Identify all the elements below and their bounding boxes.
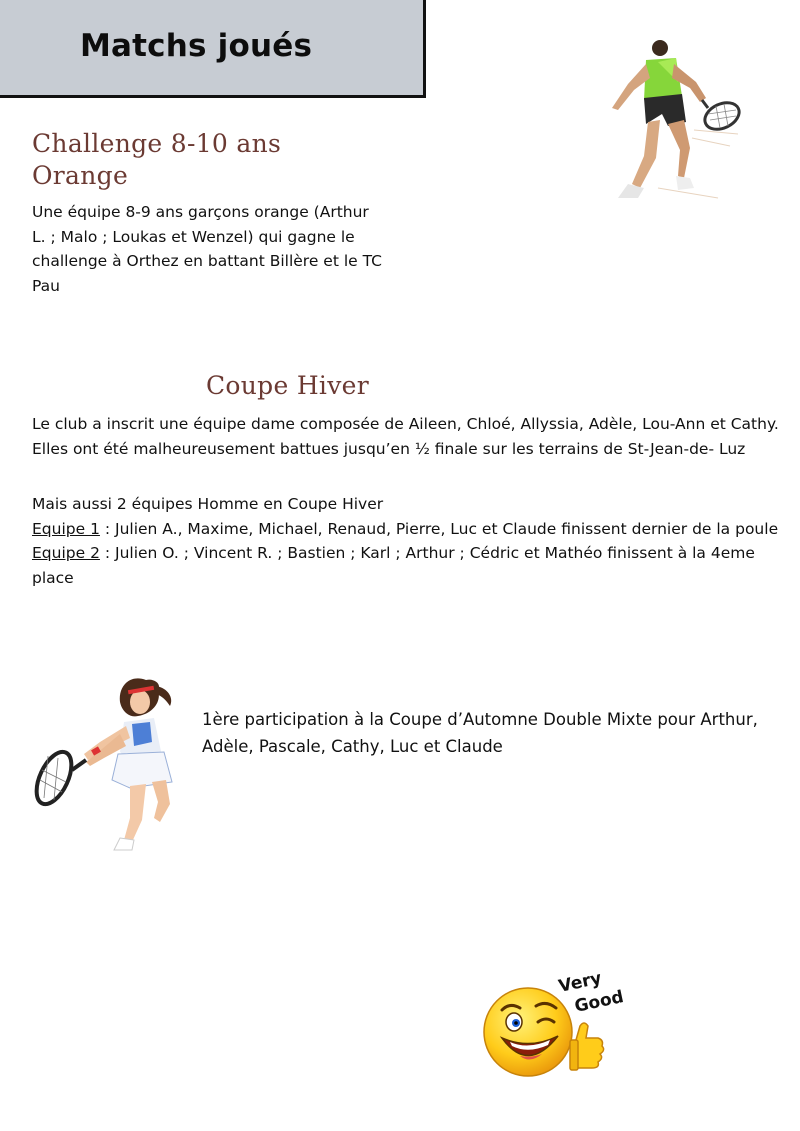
hommes-intro: Mais aussi 2 équipes Homme en Coupe Hiver [32, 495, 384, 513]
equipe1-label: Equipe 1 [32, 519, 100, 538]
page-title: Matchs joués [80, 28, 313, 64]
coupe-hiver-heading: Coupe Hiver [206, 371, 369, 400]
coupe-hiver-hommes-block [32, 492, 792, 590]
equipe2-text: : Julien O. ; Vincent R. ; Bastien ; Karl ; Arthur ; Cédric et Mathéo finissent à la 4eme place [32, 544, 755, 587]
tennis-player-female-icon [34, 672, 189, 852]
title-banner [0, 0, 426, 98]
sticker-good: Good [572, 987, 626, 1017]
equipe1-line [32, 517, 792, 542]
challenge-heading: Challenge 8-10 ans Orange [32, 129, 282, 190]
equipe1-text: : Julien A., Maxime, Michael, Renaud, Pierre, Luc et Claude finissent dernier de la poule [99, 519, 779, 538]
equipe2-label: Equipe 2 [32, 544, 100, 562]
sticker-very: Very [556, 968, 604, 997]
coupe-hiver-dames-text: Le club a inscrit une équipe dame composée de Aileen, Chloé, Allyssia, Adèle, Lou-Ann et Cathy. Elles ont été malheureusement battues jusqu’en ½ finale sur les terrains de St-Jean-de- Luz [32, 415, 779, 458]
coupe-automne-text: 1ère participation à la Coupe d’Automne Double Mixte pour Arthur, Adèle, Pascale, Cathy, Luc et Claude [202, 710, 758, 756]
tennis-player-male-icon [598, 38, 748, 203]
equipe2-line [32, 541, 792, 590]
winking-smiley-thumbs-up-icon [480, 970, 630, 1085]
challenge-text: Une équipe 8-9 ans garçons orange (Arthur L. ; Malo ; Loukas et Wenzel) qui gagne le challenge à Orthez en battant Billère et le TC Pau [32, 203, 382, 295]
